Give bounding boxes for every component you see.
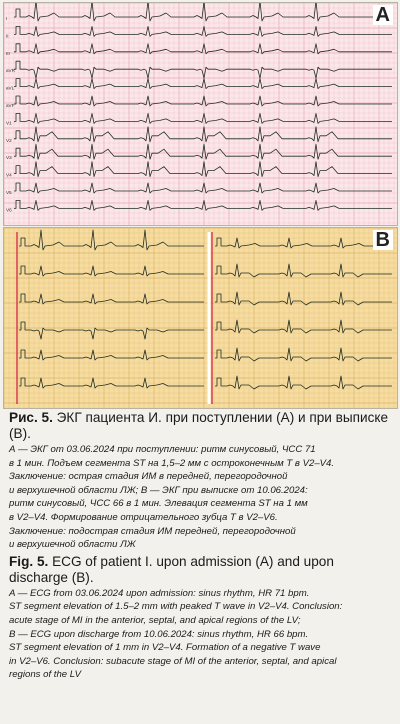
lead-label: aVR	[6, 68, 15, 74]
panel-label-b: B	[373, 230, 393, 250]
ecg-trace	[215, 320, 392, 333]
lead-label: V3	[6, 155, 12, 161]
caption-fig-number-en: Fig. 5.	[9, 553, 49, 569]
ecg-trace	[14, 200, 392, 210]
caption-line: и верхушечной области ЛЖ; В — ЭКГ при выписке от 10.06.2024:	[9, 484, 308, 496]
lead-label: aVF	[6, 103, 15, 108]
ecg-tracing-admission	[4, 3, 397, 225]
ecg-trace	[19, 350, 204, 360]
caption-body-ru	[9, 443, 393, 552]
ecg-trace	[14, 144, 392, 159]
ecg-grid	[4, 228, 397, 408]
figure-caption	[9, 410, 393, 684]
caption-line: ST segment elevation of 1.5–2 mm with peaked T wave in V2–V4. Conclusion:	[9, 601, 343, 613]
ecg-trace	[14, 79, 392, 89]
caption-line: A — ECG from 03.06.2024 upon admission: sinus rhythm, HR 71 bpm.	[9, 587, 310, 599]
ecg-trace	[14, 127, 392, 142]
panel-label-a: A	[373, 5, 393, 25]
caption-body-en	[9, 587, 393, 682]
ecg-trace	[19, 266, 204, 276]
ecg-trace	[19, 294, 204, 304]
caption-line: ритм синусовый, ЧСС 66 в 1 мин. Элевация сегмента ST на 1 мм	[9, 498, 308, 510]
ecg-trace	[19, 322, 204, 339]
lead-label: V6	[6, 207, 12, 213]
ecg-trace	[14, 113, 392, 123]
caption-fig-number-ru: Рис. 5.	[9, 410, 53, 425]
ecg-grid	[4, 3, 397, 225]
ecg-panel-admission	[3, 2, 398, 226]
caption-title-text-ru: ЭКГ пациента И. при поступлении (А) и при выписке (В).	[9, 410, 389, 441]
caption-title-ru	[9, 410, 393, 442]
caption-line: А — ЭКГ от 03.06.2024 при поступлении: ритм синусовый, ЧСС 71	[9, 444, 316, 455]
caption-line: и верхушечной области ЛЖ	[9, 539, 136, 551]
ecg-trace	[14, 162, 392, 177]
caption-line: in V2–V6. Conclusion: subacute stage of MI of the anterior, septal, and apical	[9, 655, 337, 667]
caption-title-en	[9, 554, 393, 586]
lead-label: II	[6, 33, 9, 39]
caption-title-text-en: ECG of patient I. upon admission (A) and upon discharge (B).	[9, 553, 334, 585]
lead-label: V5	[6, 190, 12, 195]
lead-label: V1	[6, 120, 12, 126]
ecg-panel-discharge	[3, 227, 398, 409]
lead-label: I	[6, 16, 8, 21]
caption-line: ST segment elevation of 1 mm in V2–V4. Formation of a negative T wave	[9, 642, 321, 654]
ecg-trace	[14, 61, 392, 78]
ecg-trace	[215, 348, 392, 361]
caption-line: B — ECG upon discharge from 10.06.2024: sinus rhythm, HR 66 bpm.	[9, 628, 309, 640]
caption-line: в V2–V4. Формирование отрицательного зубца Т в V2–V6.	[9, 511, 278, 523]
ecg-trace	[14, 3, 392, 21]
lead-label: V2	[6, 137, 12, 143]
ecg-trace	[215, 264, 392, 277]
ecg-trace	[14, 44, 392, 54]
lead-label: III	[6, 50, 10, 56]
caption-line: Заключение: подострая стадия ИМ передней, перегородочной	[9, 525, 296, 537]
ecg-trace	[14, 96, 392, 106]
ecg-tracing-discharge	[4, 228, 397, 408]
caption-line: regions of the LV	[9, 669, 82, 681]
lead-label: aVL	[6, 85, 15, 91]
caption-line: Заключение: острая стадия ИМ в передней, перегородочной	[9, 471, 288, 483]
caption-line: в 1 мин. Подъем сегмента ST на 1,5–2 мм с остроконечным Т в V2–V4.	[9, 457, 335, 469]
caption-line: acute stage of MI in the anterior, septal, and apical regions of the LV;	[9, 614, 301, 626]
lead-label: V4	[6, 172, 12, 178]
